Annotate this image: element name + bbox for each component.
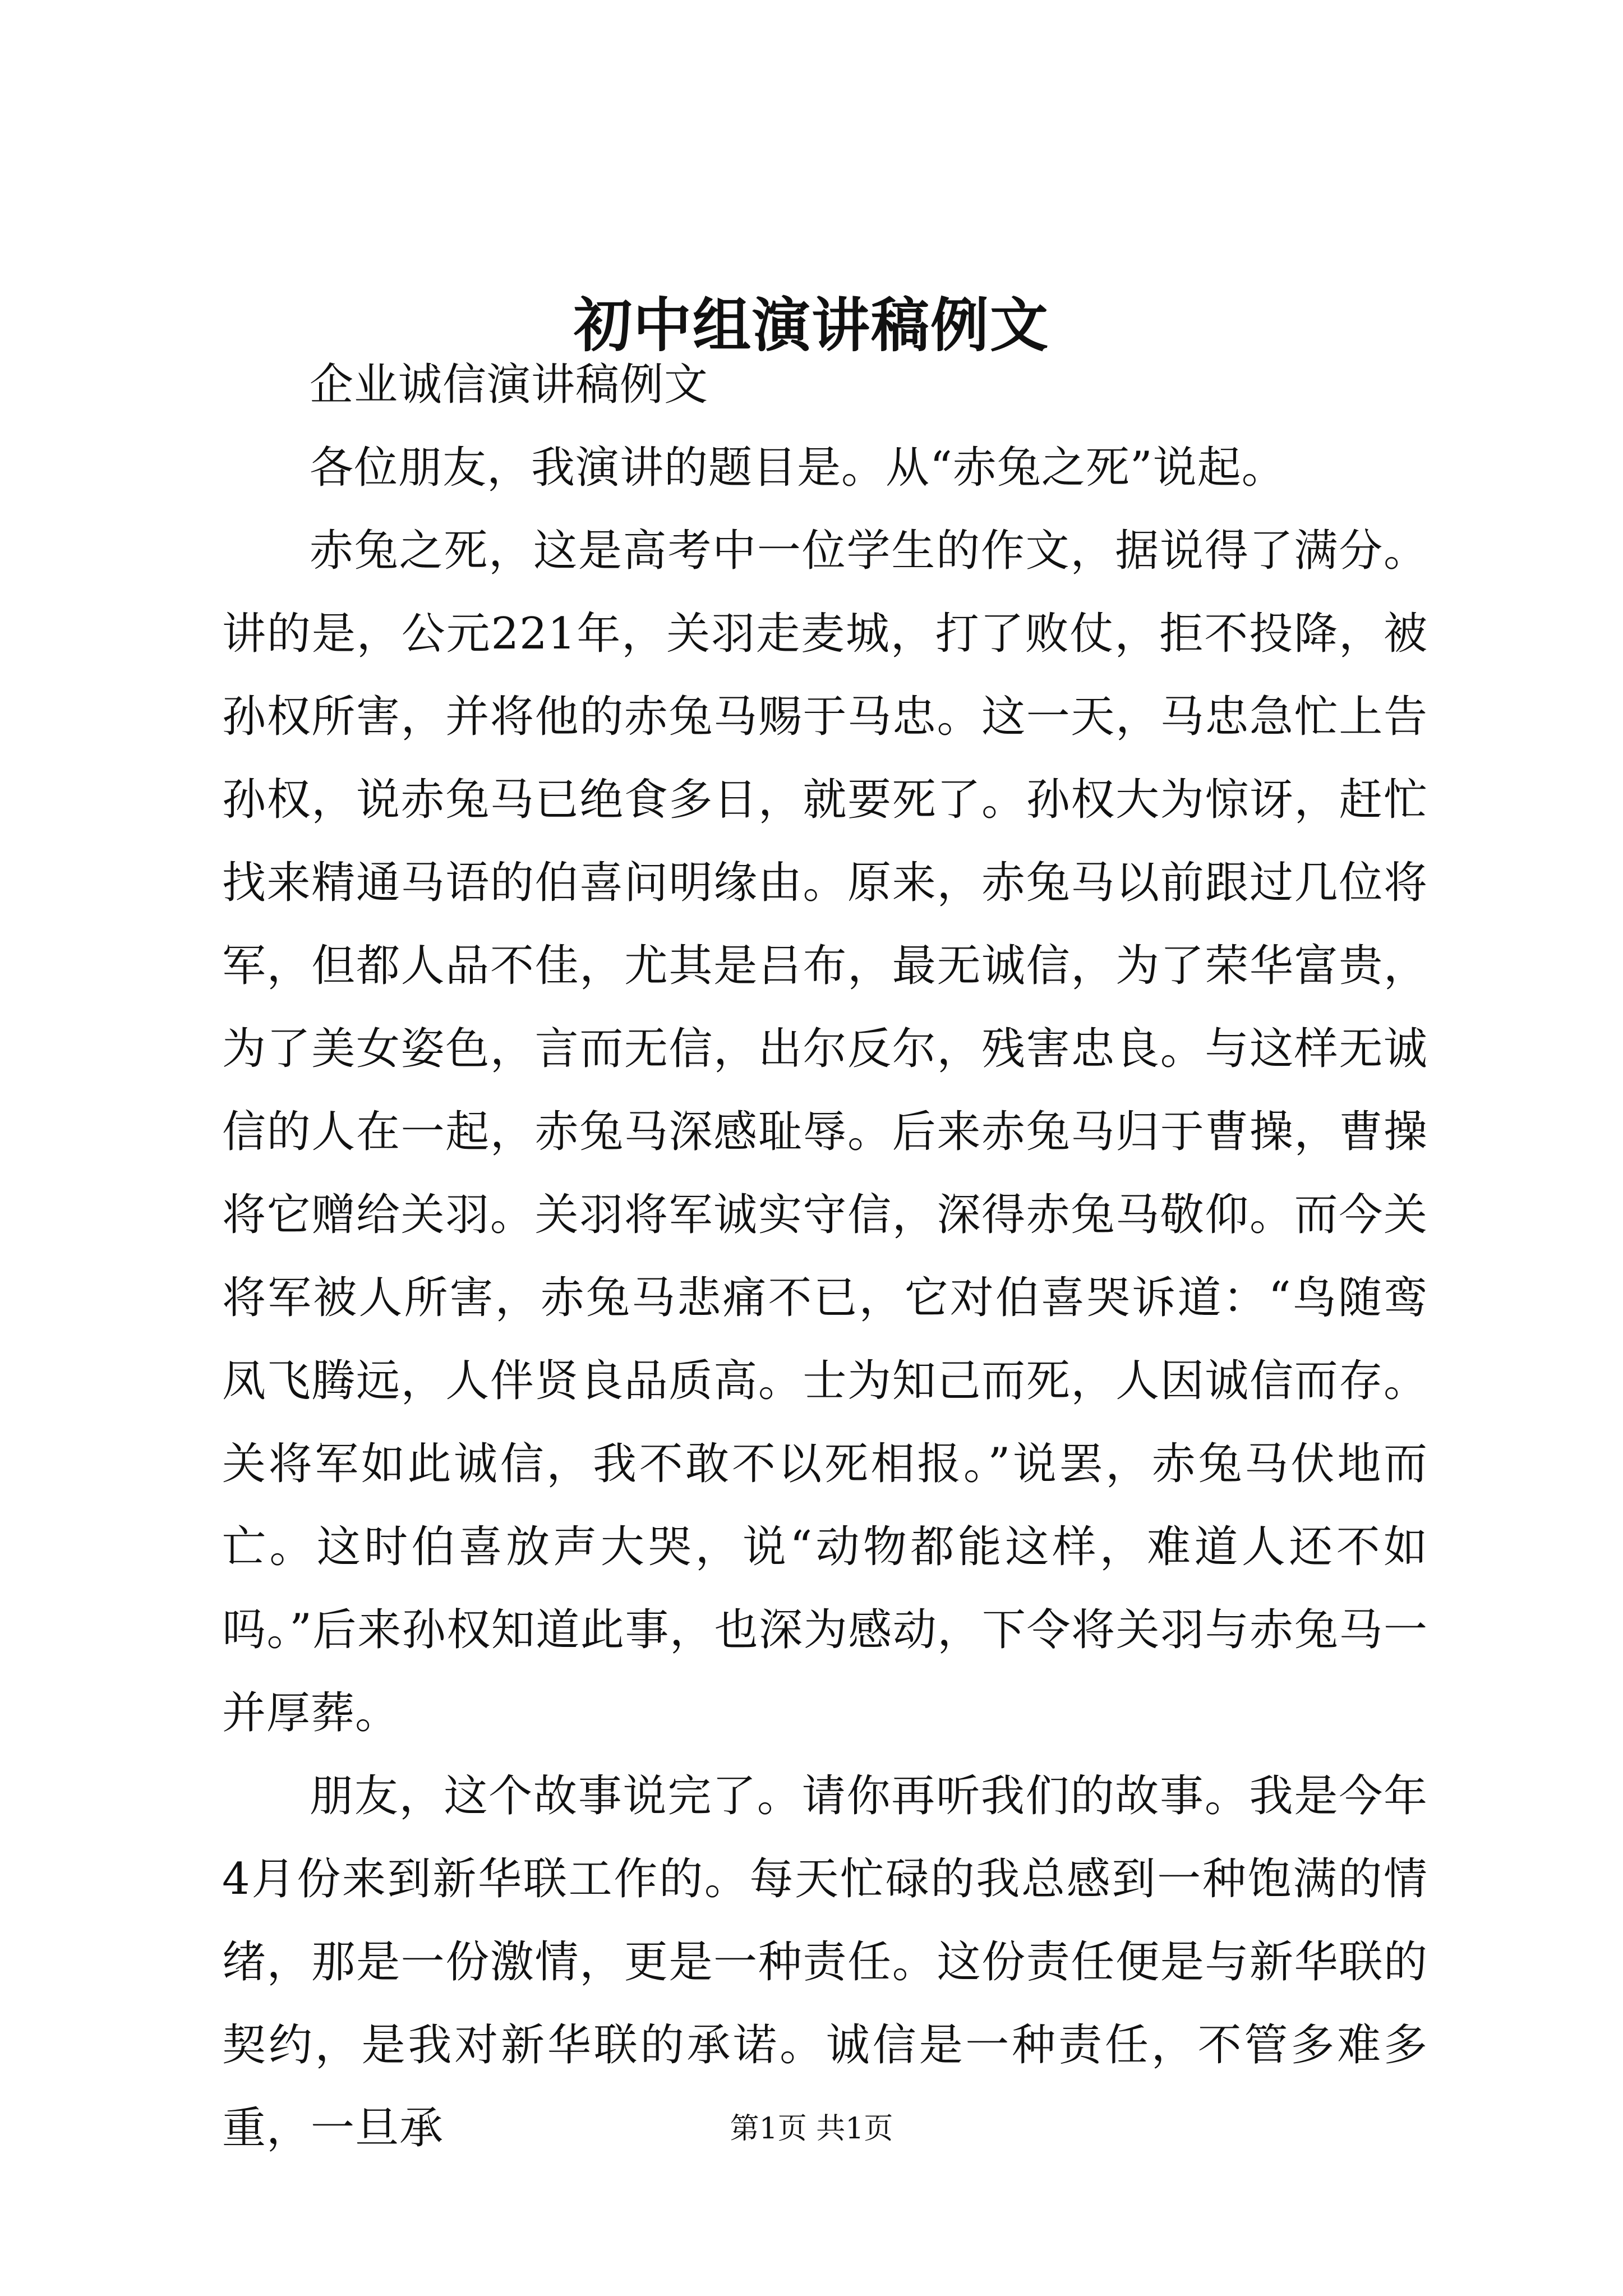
document-body xyxy=(222,343,1428,2170)
page-footer: 第1页 共1页 xyxy=(730,2112,893,2146)
paragraph-subtitle: 企业诚信演讲稿例文 xyxy=(310,360,709,410)
paragraph-opening: 各位朋友，我演讲的题目是。从“赤兔之死”说起。 xyxy=(310,443,1286,493)
paragraph-story: 赤兔之死，这是高考中一位学生的作文，据说得了满分。讲的是，公元221年，关羽走麦城，打了败仗，拒不投降，被孙权所害，并将他的赤兔马赐于马忠。这一天，马忠急忙上告孙权，说赤兔马已绝食多日，就要死了。孙权大为惊讶，赶忙找来精通马语的伯喜问明缘由。原来，赤兔马以前跟过几位将军，但都人品不佳，尤其是吕布，最无诚信，为了荣华富贵，为了美女姿色，言而无信，出尔反尔，残害忠良。与这样无诚信的人在一起，赤兔马深感耻辱。后来赤兔马归于曹操，曹操将它赠给关羽。关羽将军诚实守信，深得赤兔马敬仰。而今关将军被人所害，赤兔马悲痛不已，它对伯喜哭诉道：“鸟随鸾凤飞腾远，人伴贤良品质高。士为知己而死，人因诚信而存。关将军如此诚信，我不敢不以死相报。”说罢，赤兔马伏地而亡。这时伯喜放声大哭，说“动物都能这样，难道人还不如吗。”后来孙权知道此事，也深为感动，下令将关羽与赤兔马一并厚葬。 xyxy=(222,526,1428,1738)
paragraph-continuation: 朋友，这个故事说完了。请你再听我们的故事。我是今年4月份来到新华联工作的。每天忙碌的我总感到一种饱满的情绪，那是一份激情，更是一种责任。这份责任便是与新华联的契约，是我对新华联的承诺。诚信是一种责任，不管多难多重，一旦承 xyxy=(222,1771,1428,2154)
document-title: 初中组演讲稿例文 xyxy=(573,291,1049,360)
